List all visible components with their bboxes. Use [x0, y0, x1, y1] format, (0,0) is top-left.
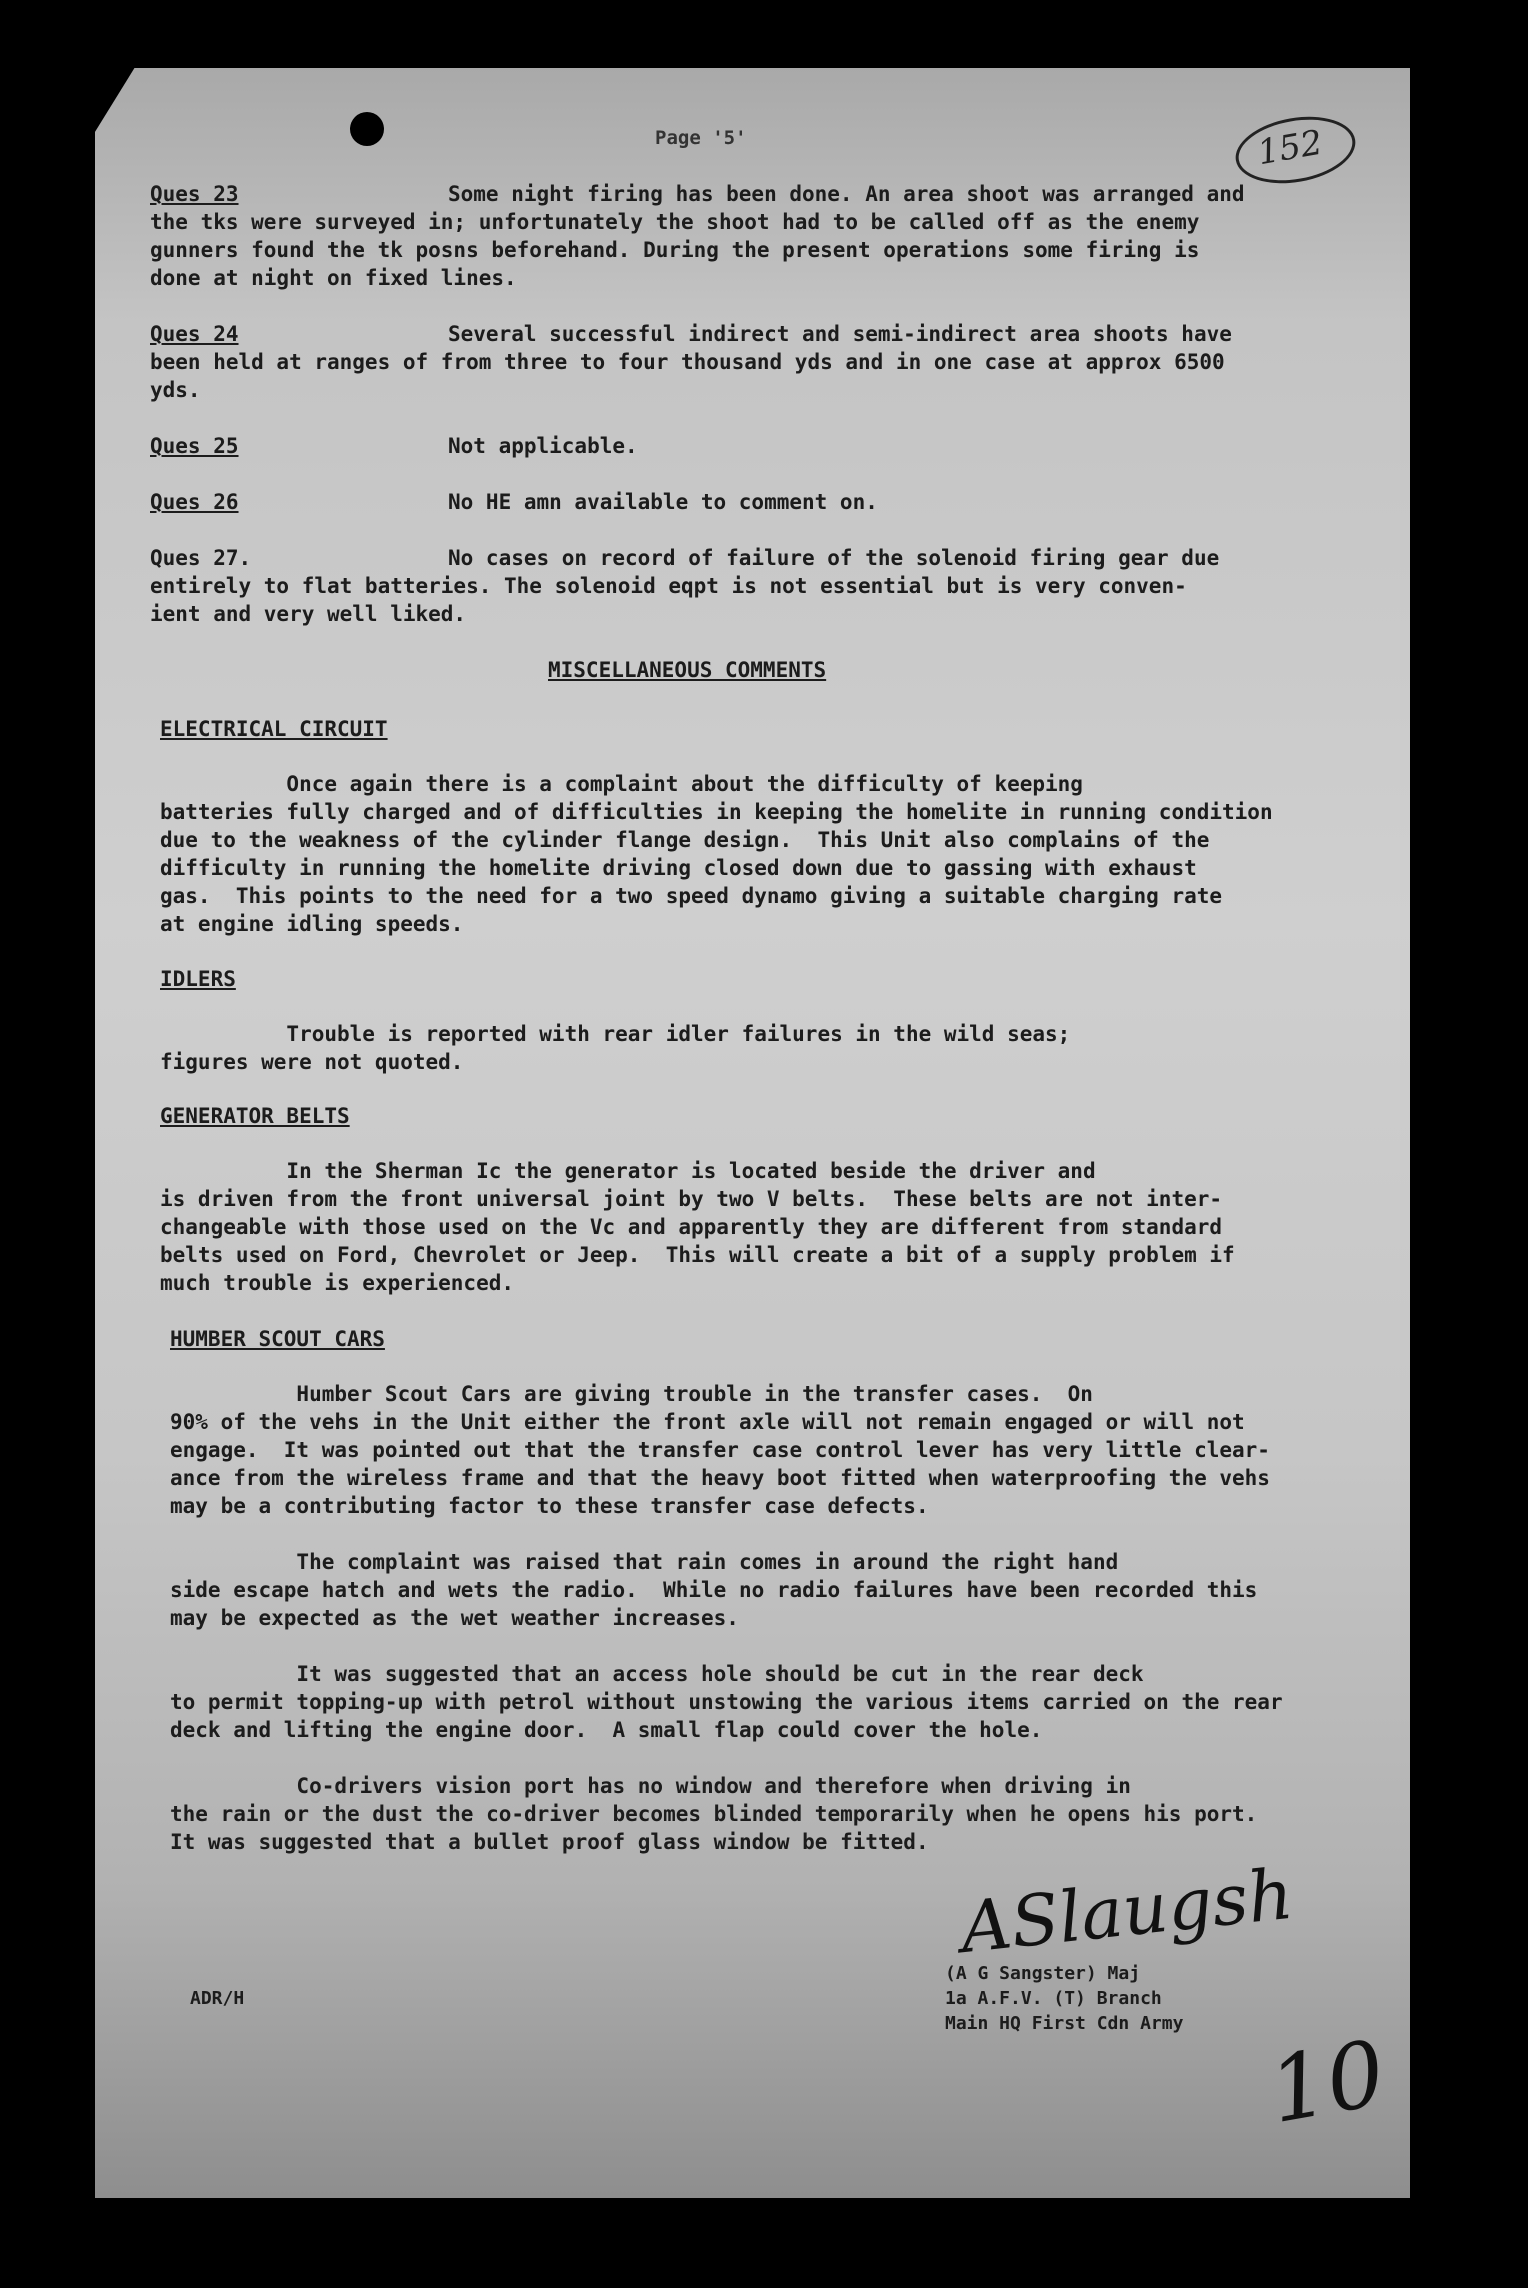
section-text-line: Trouble is reported with rear idler failures in the wild seas; — [160, 1022, 1071, 1046]
misc-comments-heading: MISCELLANEOUS COMMENTS — [548, 658, 827, 682]
section-text-line: batteries fully charged and of difficulties in keeping the homelite in running condition — [160, 800, 1273, 824]
question-text-line: No cases on record of failure of the solenoid firing gear due — [448, 546, 1220, 570]
section-text-line: figures were not quoted. — [160, 1050, 464, 1074]
question-text-line: ient and very well liked. — [150, 602, 467, 626]
section-text-line: In the Sherman Ic the generator is located beside the driver and — [160, 1159, 1096, 1183]
question-text-line: been held at ranges of from three to four thousand yds and in one case at approx 6500 — [150, 350, 1225, 374]
signature-line: 1a A.F.V. (T) Branch — [945, 1988, 1162, 2009]
signature-line: Main HQ First Cdn Army — [945, 2013, 1184, 2034]
question-label: Ques 24 — [150, 322, 239, 346]
question-text-line: done at night on fixed lines. — [150, 266, 517, 290]
question-text-line: Some night firing has been done. An area shoot was arranged and — [448, 182, 1245, 206]
section-text-line: belts used on Ford, Chevrolet or Jeep. This will create a bit of a supply problem if — [160, 1243, 1235, 1267]
question-text-line: Not applicable. — [448, 434, 638, 458]
section-text-line: Humber Scout Cars are giving trouble in the transfer cases. On — [170, 1382, 1093, 1406]
section-text-line: much trouble is experienced. — [160, 1271, 515, 1295]
section-heading: ELECTRICAL CIRCUIT — [160, 717, 388, 741]
page-label: Page '5' — [655, 127, 747, 149]
signature-line: (A G Sangster) Maj — [945, 1963, 1141, 1984]
reference-code: ADR/H — [190, 1988, 245, 2009]
punch-hole — [350, 112, 384, 146]
section-text-line: Once again there is a complaint about the difficulty of keeping — [160, 772, 1083, 796]
question-label: Ques 27. — [150, 546, 252, 570]
stamp-number: 152 — [1254, 122, 1326, 174]
section-text-line: the rain or the dust the co-driver becomes blinded temporarily when he opens his port. — [170, 1802, 1258, 1826]
question-label: Ques 26 — [150, 490, 239, 514]
section-text-line: Co-drivers vision port has no window and therefore when driving in — [170, 1774, 1131, 1798]
handwritten-signature: ASlaugsh — [956, 1852, 1297, 1970]
section-heading: GENERATOR BELTS — [160, 1104, 350, 1128]
section-heading: HUMBER SCOUT CARS — [170, 1327, 385, 1351]
section-text-line: changeable with those used on the Vc and apparently they are different from standard — [160, 1215, 1223, 1239]
question-text-line: gunners found the tk posns beforehand. During the present operations some firing is — [150, 238, 1200, 262]
section-text-line: It was suggested that an access hole should be cut in the rear deck — [170, 1662, 1144, 1686]
section-heading: IDLERS — [160, 967, 236, 991]
section-text-line: engage. It was pointed out that the transfer case control lever has very little clear- — [170, 1438, 1270, 1462]
question-text-line: yds. — [150, 378, 201, 402]
section-text-line: deck and lifting the engine door. A small flap could cover the hole. — [170, 1718, 1043, 1742]
section-text-line: is driven from the front universal joint by two V belts. These belts are not inter- — [160, 1187, 1223, 1211]
section-text-line: gas. This points to the need for a two speed dynamo giving a suitable charging rate — [160, 884, 1223, 908]
question-text-line: the tks were surveyed in; unfortunately the shoot had to be called off as the enemy — [150, 210, 1200, 234]
section-text-line: side escape hatch and wets the radio. While no radio failures have been recorded this — [170, 1578, 1258, 1602]
question-label: Ques 25 — [150, 434, 239, 458]
question-text-line: Several successful indirect and semi-indirect area shoots have — [448, 322, 1232, 346]
question-text-line: entirely to flat batteries. The solenoid eqpt is not essential but is very conven- — [150, 574, 1187, 598]
section-text-line: due to the weakness of the cylinder flange design. This Unit also complains of the — [160, 828, 1210, 852]
question-label: Ques 23 — [150, 182, 239, 206]
section-text-line: may be a contributing factor to these transfer case defects. — [170, 1494, 929, 1518]
section-text-line: to permit topping-up with petrol without unstowing the various items carried on the rear — [170, 1690, 1283, 1714]
section-text-line: difficulty in running the homelite driving closed down due to gassing with exhaust — [160, 856, 1197, 880]
question-text-line: No HE amn available to comment on. — [448, 490, 878, 514]
section-text-line: ance from the wireless frame and that the heavy boot fitted when waterproofing the vehs — [170, 1466, 1270, 1490]
margin-mark: 10 — [1261, 2020, 1393, 2145]
section-text-line: The complaint was raised that rain comes in around the right hand — [170, 1550, 1119, 1574]
section-text-line: It was suggested that a bullet proof glass window be fitted. — [170, 1830, 929, 1854]
section-text-line: may be expected as the wet weather increases. — [170, 1606, 739, 1630]
section-text-line: at engine idling speeds. — [160, 912, 464, 936]
section-text-line: 90% of the vehs in the Unit either the front axle will not remain engaged or will not — [170, 1410, 1245, 1434]
